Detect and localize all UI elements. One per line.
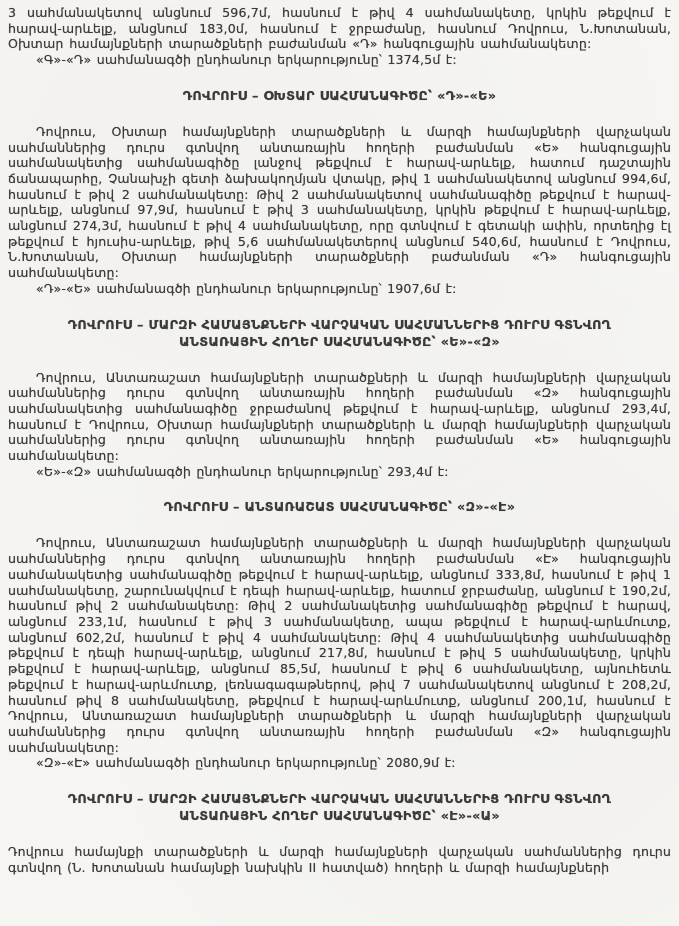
section-heading-dovrus-forest-lands-e-a: ԴՈՎՐՈՒՍ – ՄԱՐԶԻ ՀԱՄԱՅՆՔՆԵՐԻ ՎԱՐՉԱԿԱՆ ՍԱՀՄԱՆՆԵՐԻՑ ԴՈՒՐՍ ԳՏՆՎՈՂ ԱՆՏԱՌԱՅԻՆ ՀՈՂԵՐ ՍԱՀՄԱՆԱԳԻԾԸ՝ «Է»-«Ա»	[67, 792, 612, 825]
paragraph-boundary-d-e: Դովրուս, Օխտար համայնքների տարածքների և մարզի համայնքների վարչական սահմաններից դուրս գտնվող անտառային հողերի բաժանման «Ե» հանգուցային սահմանակետից սահմանագիծը լանջով թեքվում է հարավ-արևելք, հատում դաշտային ճանապարհը, Չանախչի գետի ձախակողմյան վտակը, թիվ 1 սահմանակետով անցնում 994,6մ, հասնում է թիվ 2 սահմանակետը: Թիվ 2 սահմանակետով սահմանագիծը թեքվում է հարավ-արևելք, անցնում 97,9մ, հասնում է թիվ 3 սահմանակետը, կրկին թեքվում է հարավ-արևելք, անցնում 274,3մ, հասնում է թիվ 4 սահմանակետը, որը գտնվում է գետակի ափին, որտեղից էլ թեքվում է հյուսիս-արևելք, թիվ 5,6 սահմանակետերով անցնում 540,6մ, հասնում է Դովրուս, Ն.Խոտանան, Օխտար համայնքների տարածքների բաժանման «Դ» հանգուցային սահմանակետը:	[8, 123, 671, 281]
section-heading-dovrus-forest-lands-e-z: ԴՈՎՐՈՒՍ – ՄԱՐԶԻ ՀԱՄԱՅՆՔՆԵՐԻ ՎԱՐՉԱԿԱՆ ՍԱՀՄԱՆՆԵՐԻՑ ԴՈՒՐՍ ԳՏՆՎՈՂ ԱՆՏԱՌԱՅԻՆ ՀՈՂԵՐ ՍԱՀՄԱՆԱԳԻԾԸ՝ «Ե»-«Զ»	[67, 317, 612, 350]
length-summary-g-d: «Գ»-«Դ» սահմանագծի ընդհանուր երկարությունը՝ 1374,5մ է:	[36, 52, 457, 68]
paragraph-continuation-bottom: Դովրուս համայնքի տարածքների և մարզի համայնքների վարչական սահմաններից դուրս գտնվող (Ն. Խոտանան համայնքի նախկին II հատված) հողերի և մարզի համայնքների	[8, 844, 671, 875]
length-summary-e-z: «Ե»-«Զ» սահմանագծի ընդհանուր երկարությունը՝ 293,4մ է:	[36, 463, 449, 479]
section-heading-dovrus-okhtar: ԴՈՎՐՈՒՍ – ՕԽՏԱՐ ՍԱՀՄԱՆԱԳԻԾԸ՝ «Դ»-«Ե»	[182, 88, 497, 104]
length-summary-d-e: «Դ»-«Ե» սահմանագծի ընդհանուր երկարությունը՝ 1907,6մ է:	[36, 280, 457, 296]
paragraph-boundary-e-z: Դովրուս, Անտառաշատ համայնքների տարածքների և մարզի համայնքների վարչական սահմաններից դուրս գտնվող անտառային հողերի բաժանման «Զ» հանգուցային սահմանակետից սահմանագիծը ջրբաժանով թեքվում է հարավ-արևելք, անցնում 293,4մ, հասնում է Դովրուս, Օխտար համայնքների տարածքների և մարզի համայնքների վարչական սահմաններից դուրս գտնվող անտառային հողերի բաժանման «Ե» հանգուցային սահմանակետը:	[8, 369, 671, 464]
length-summary-z-e: «Զ»-«Է» սահմանագծի ընդհանուր երկարությունը՝ 2080,9մ է:	[36, 755, 456, 771]
paragraph-continuation-top: 3 սահմանակետով անցնում 596,7մ, հասնում է թիվ 4 սահմանակետը, կրկին թեքվում է հարավ-արևելք, անցնում 183,0մ, հասնում է ջրբաժանը, հասնում Դովրուս, Ն.Խոտանան, Օխտար համայնքների տարածքների բաժանման «Դ» հանգուցային սահմանակետը:	[8, 5, 671, 52]
section-heading-dovrus-antarashat: ԴՈՎՐՈՒՍ – ԱՆՏԱՌԱՇԱՏ ՍԱՀՄԱՆԱԳԻԾԸ՝ «Զ»-«Է»	[163, 500, 516, 516]
paragraph-boundary-z-e: Դովրուս, Անտառաշատ համայնքների տարածքների և մարզի համայնքների վարչական սահմաններից դուրս գտնվող անտառային հողերի բաժանման «Է» հանգուցային սահմանակետից սահմանագիծը թեքվում է հարավ-արևելք, անցնում 333,8մ, հասնում է թիվ 1 սահմանակետը, շարունակվում է դեպի հարավ-արևելք, հատում ջրբաժանը, անցնում է 190,2մ, հասնում թիվ 2 սահմանակետը: Թիվ 2 սահմանակետից սահմանագիծը թեքվում է հարավ, անցնում 233,1մ, հասնում է թիվ 3 սահմանակետը, ապա թեքվում է հարավ-արևմուտք, անցնում 602,2մ, հասնում է թիվ 4 սահմանակետը: Թիվ 4 սահմանակետից սահմանագիծը թեքվում է դեպի հարավ-արևելք, անցնում 217,8մ, հասնում է թիվ 5 սահմանակետը, կրկին թեքվում է հարավ-արևելք, անցնում 85,5մ, հասնում է թիվ 6 սահմանակետը, այնուհետև թեքվում է հարավ-արևմուտք, լեռնագագաթներով, թիվ 7 սահմանակետով անցնում է 208,2մ, հասնում թիվ 8 սահմանակետը, թեքվում է հարավ-արևմուտք, անցնում 200,1մ, հասնում է Դովրուս, Անտառաշատ համայնքների տարածքների և մարզի համայնքների վարչական սահմաններից դուրս գտնվող անտառային հողերի բաժանման «Զ» հանգուցային սահմանակետը:	[8, 535, 671, 755]
